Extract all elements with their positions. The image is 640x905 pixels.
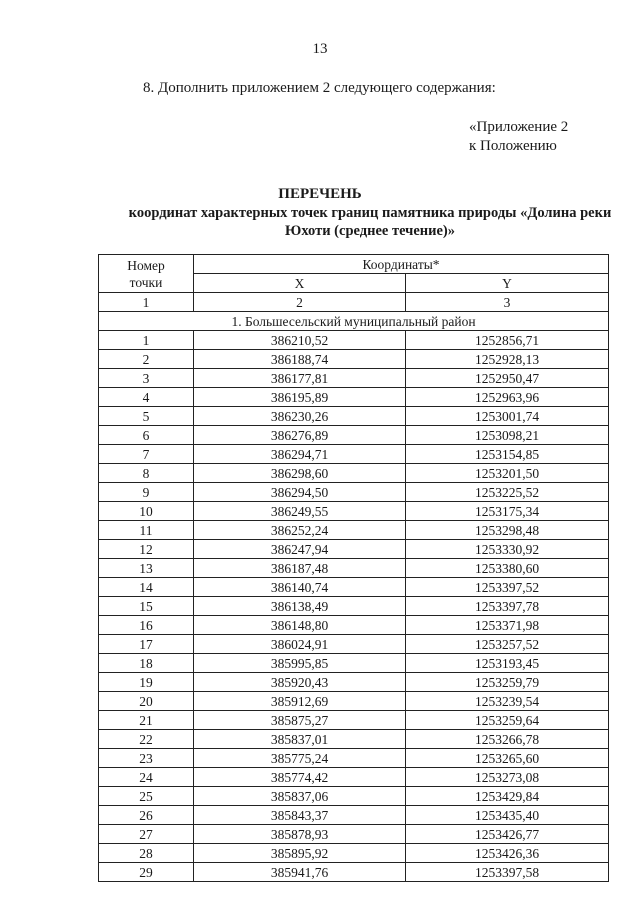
page-number: 13 bbox=[312, 41, 328, 57]
column-number-2: 2 bbox=[194, 293, 406, 312]
table-row bbox=[99, 369, 609, 388]
appendix-line-2: к Положению bbox=[469, 138, 557, 154]
point-number: 14 bbox=[99, 578, 194, 597]
coordinate-y: 1253257,52 bbox=[406, 635, 609, 654]
coordinate-y: 1253380,60 bbox=[406, 559, 609, 578]
coordinate-x: 386276,89 bbox=[194, 426, 406, 445]
table-row bbox=[99, 521, 609, 540]
coordinate-y: 1253371,98 bbox=[406, 616, 609, 635]
coordinate-y: 1253397,58 bbox=[406, 863, 609, 882]
coordinate-x: 386138,49 bbox=[194, 597, 406, 616]
table-row bbox=[99, 445, 609, 464]
table-row bbox=[99, 597, 609, 616]
coordinate-x: 386024,91 bbox=[194, 635, 406, 654]
coordinates-table bbox=[98, 254, 609, 882]
coordinate-x: 385837,06 bbox=[194, 787, 406, 806]
table-row bbox=[99, 635, 609, 654]
table-row bbox=[99, 768, 609, 787]
column-number-3: 3 bbox=[406, 293, 609, 312]
table-row bbox=[99, 540, 609, 559]
table-row bbox=[99, 559, 609, 578]
coordinate-y: 1253330,92 bbox=[406, 540, 609, 559]
point-number: 5 bbox=[99, 407, 194, 426]
table-row bbox=[99, 711, 609, 730]
point-number: 29 bbox=[99, 863, 194, 882]
coordinate-y: 1253435,40 bbox=[406, 806, 609, 825]
point-number: 2 bbox=[99, 350, 194, 369]
point-number: 23 bbox=[99, 749, 194, 768]
coordinate-y: 1252963,96 bbox=[406, 388, 609, 407]
coordinate-y: 1253154,85 bbox=[406, 445, 609, 464]
coordinate-y: 1253259,79 bbox=[406, 673, 609, 692]
table-row bbox=[99, 388, 609, 407]
coordinate-x: 385920,43 bbox=[194, 673, 406, 692]
table-row bbox=[99, 863, 609, 882]
intro-text: 8. Дополнить приложением 2 следующего содержания: bbox=[143, 80, 496, 96]
point-number: 4 bbox=[99, 388, 194, 407]
table-row bbox=[99, 673, 609, 692]
point-number: 28 bbox=[99, 844, 194, 863]
table-row bbox=[99, 616, 609, 635]
table-row bbox=[99, 426, 609, 445]
table-row bbox=[99, 749, 609, 768]
table-row bbox=[99, 483, 609, 502]
point-number: 9 bbox=[99, 483, 194, 502]
coordinate-x: 386252,24 bbox=[194, 521, 406, 540]
coordinate-y: 1253001,74 bbox=[406, 407, 609, 426]
coordinate-x: 385912,69 bbox=[194, 692, 406, 711]
point-number: 11 bbox=[99, 521, 194, 540]
coordinate-x: 386188,74 bbox=[194, 350, 406, 369]
point-number: 22 bbox=[99, 730, 194, 749]
table-body bbox=[99, 331, 609, 882]
table-row bbox=[99, 350, 609, 369]
coordinate-y: 1253266,78 bbox=[406, 730, 609, 749]
coordinate-x: 386140,74 bbox=[194, 578, 406, 597]
appendix-reference bbox=[469, 118, 568, 156]
coordinate-y: 1252950,47 bbox=[406, 369, 609, 388]
table-row bbox=[99, 331, 609, 350]
point-number: 20 bbox=[99, 692, 194, 711]
coordinate-x: 386294,71 bbox=[194, 445, 406, 464]
header-point-number: Номер точки bbox=[99, 255, 194, 293]
point-number: 10 bbox=[99, 502, 194, 521]
coordinate-x: 385775,24 bbox=[194, 749, 406, 768]
point-number: 24 bbox=[99, 768, 194, 787]
point-number: 12 bbox=[99, 540, 194, 559]
document-title: ПЕРЕЧЕНЬ bbox=[278, 186, 362, 202]
point-number: 26 bbox=[99, 806, 194, 825]
coordinate-y: 1253225,52 bbox=[406, 483, 609, 502]
coordinate-y: 1253193,45 bbox=[406, 654, 609, 673]
coordinate-y: 1253426,77 bbox=[406, 825, 609, 844]
coordinate-x: 386187,48 bbox=[194, 559, 406, 578]
table-row bbox=[99, 787, 609, 806]
table-row bbox=[99, 502, 609, 521]
coordinate-x: 385837,01 bbox=[194, 730, 406, 749]
point-number: 7 bbox=[99, 445, 194, 464]
point-number: 25 bbox=[99, 787, 194, 806]
coordinate-x: 385875,27 bbox=[194, 711, 406, 730]
column-number-1: 1 bbox=[99, 293, 194, 312]
coordinate-y: 1253298,48 bbox=[406, 521, 609, 540]
point-number: 21 bbox=[99, 711, 194, 730]
point-number: 6 bbox=[99, 426, 194, 445]
table-row bbox=[99, 806, 609, 825]
point-number: 27 bbox=[99, 825, 194, 844]
coordinate-x: 386230,26 bbox=[194, 407, 406, 426]
coordinate-y: 1253098,21 bbox=[406, 426, 609, 445]
coordinate-y: 1253426,36 bbox=[406, 844, 609, 863]
table-row bbox=[99, 844, 609, 863]
table-row bbox=[99, 654, 609, 673]
section-title: 1. Большесельский муниципальный район bbox=[99, 312, 609, 331]
header-coordinates: Координаты* bbox=[194, 255, 609, 274]
table-row bbox=[99, 825, 609, 844]
coordinate-x: 386294,50 bbox=[194, 483, 406, 502]
coordinate-y: 1253273,08 bbox=[406, 768, 609, 787]
coordinate-x: 385895,92 bbox=[194, 844, 406, 863]
coordinate-y: 1253397,78 bbox=[406, 597, 609, 616]
point-number: 8 bbox=[99, 464, 194, 483]
coordinate-x: 386177,81 bbox=[194, 369, 406, 388]
coordinate-x: 385878,93 bbox=[194, 825, 406, 844]
coordinate-y: 1253429,84 bbox=[406, 787, 609, 806]
coordinate-x: 385995,85 bbox=[194, 654, 406, 673]
point-number: 13 bbox=[99, 559, 194, 578]
table-row bbox=[99, 692, 609, 711]
coordinate-y: 1253175,34 bbox=[406, 502, 609, 521]
coordinate-x: 385941,76 bbox=[194, 863, 406, 882]
table-row bbox=[99, 407, 609, 426]
coordinate-y: 1253201,50 bbox=[406, 464, 609, 483]
header-y: Y bbox=[406, 274, 609, 293]
point-number: 18 bbox=[99, 654, 194, 673]
appendix-line-1: «Приложение 2 bbox=[469, 119, 569, 135]
coordinate-x: 386210,52 bbox=[194, 331, 406, 350]
coordinate-x: 386249,55 bbox=[194, 502, 406, 521]
coordinate-y: 1253259,64 bbox=[406, 711, 609, 730]
point-number: 1 bbox=[99, 331, 194, 350]
coordinate-x: 385774,42 bbox=[194, 768, 406, 787]
coordinate-y: 1253265,60 bbox=[406, 749, 609, 768]
coordinate-y: 1252856,71 bbox=[406, 331, 609, 350]
coordinate-x: 386148,80 bbox=[194, 616, 406, 635]
table-row bbox=[99, 578, 609, 597]
coordinate-x: 386298,60 bbox=[194, 464, 406, 483]
coordinate-y: 1253239,54 bbox=[406, 692, 609, 711]
coordinate-y: 1253397,52 bbox=[406, 578, 609, 597]
document-subtitle: координат характерных точек границ памятника природы «Долина реки Юхоти (среднее течение)» bbox=[128, 205, 612, 239]
coordinate-y: 1252928,13 bbox=[406, 350, 609, 369]
coordinate-x: 386195,89 bbox=[194, 388, 406, 407]
point-number: 3 bbox=[99, 369, 194, 388]
point-number: 15 bbox=[99, 597, 194, 616]
point-number: 17 bbox=[99, 635, 194, 654]
table-row bbox=[99, 730, 609, 749]
coordinate-x: 386247,94 bbox=[194, 540, 406, 559]
coordinate-x: 385843,37 bbox=[194, 806, 406, 825]
header-x: X bbox=[194, 274, 406, 293]
point-number: 19 bbox=[99, 673, 194, 692]
table-row bbox=[99, 464, 609, 483]
point-number: 16 bbox=[99, 616, 194, 635]
